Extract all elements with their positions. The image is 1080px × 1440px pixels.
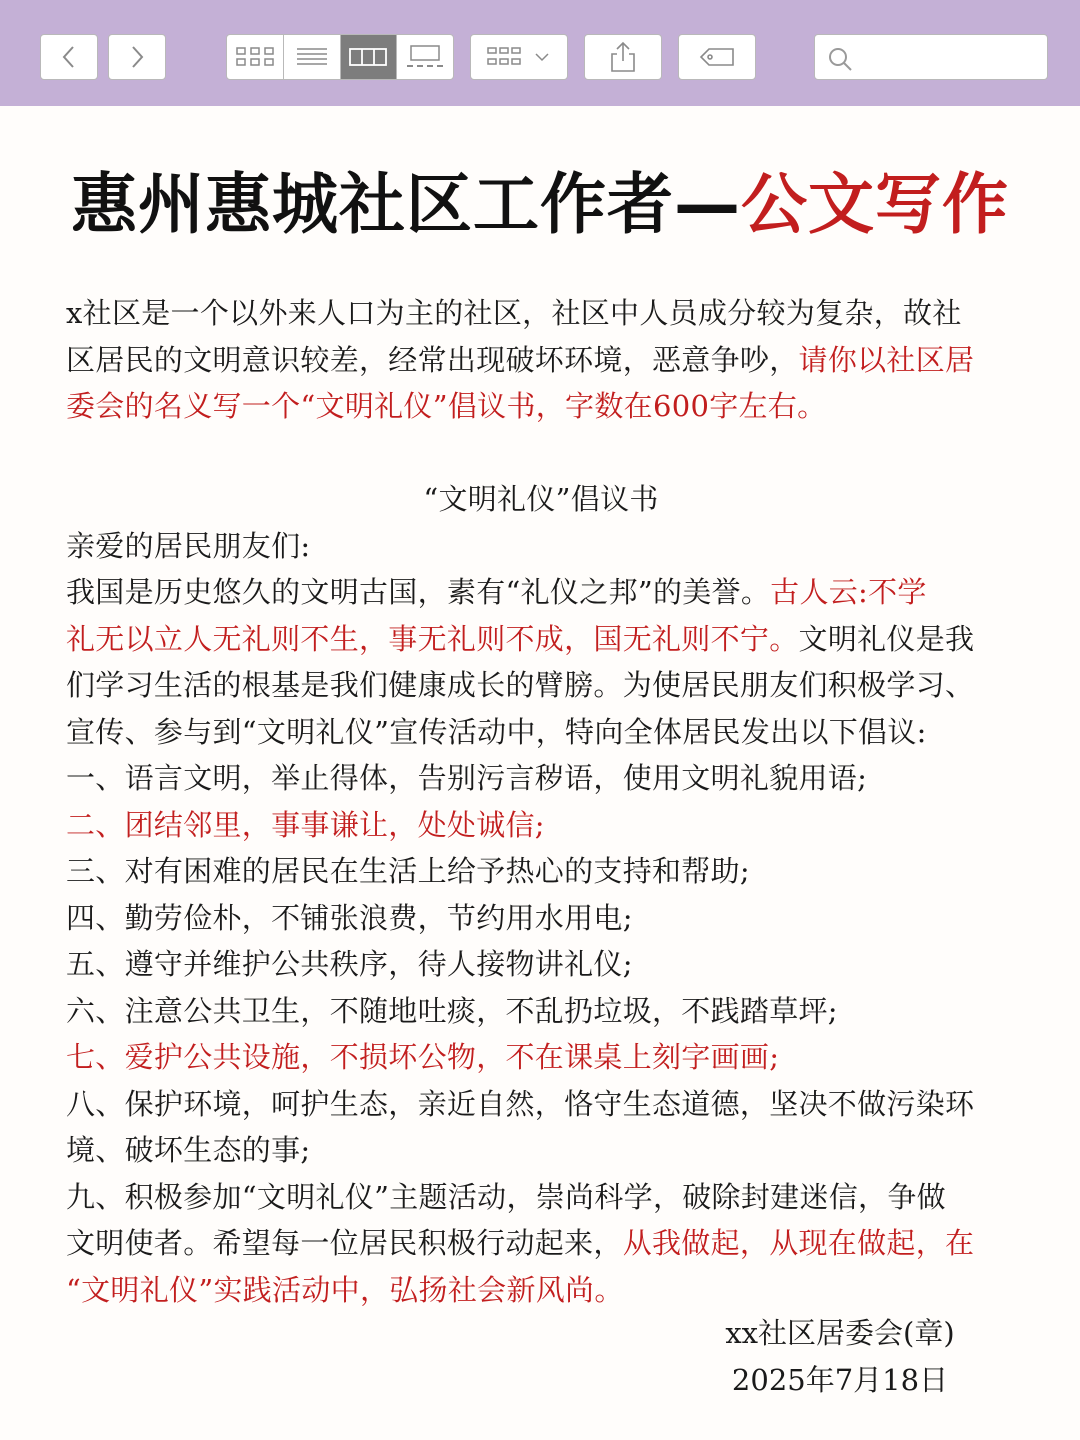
letter-intro-line-3: 们学习生活的根基是我们健康成长的臂膀。为使居民朋友们积极学习、 xyxy=(66,668,975,702)
gallery-view-button[interactable] xyxy=(397,35,453,79)
search-icon xyxy=(827,46,853,72)
letter-signature: xx社区居委会(章) xyxy=(725,1316,955,1350)
proposal-item-3: 三、对有困难的居民在生活上给予热心的支持和帮助; xyxy=(66,854,750,888)
item-9-line-2-text: 文明使者。希望每一位居民积极行动起来， xyxy=(66,1226,623,1260)
share-button[interactable] xyxy=(584,34,662,80)
proposal-item-5: 五、遵守并维护公共秩序，待人接物讲礼仪; xyxy=(66,947,633,981)
title-main: 惠州惠城社区工作者— xyxy=(71,166,741,243)
letter-intro-line-1 xyxy=(66,569,1016,616)
letter-intro-line-4: 宣传、参与到“文明礼仪”宣传活动中，特向全体居民发出以下倡议: xyxy=(66,714,927,749)
group-by-icon xyxy=(484,45,554,69)
chevron-left-icon xyxy=(59,44,79,70)
tag-icon xyxy=(697,45,737,69)
prompt-line-1: x社区是一个以外来人口为主的社区，社区中人员成分较为复杂，故社 xyxy=(66,296,962,330)
page-title xyxy=(0,160,1080,250)
proposal-item-7: 七、爱护公共设施，不损坏公物，不在课桌上刻字画画; xyxy=(66,1040,780,1074)
intro-line-1-highlight: 古人云:不学 xyxy=(770,575,927,609)
intro-line-1-text: 我国是历史悠久的文明古国，素有“礼仪之邦”的美誉。 xyxy=(66,575,771,609)
letter-intro-line-2 xyxy=(66,616,1016,663)
search-input[interactable] xyxy=(859,43,1043,73)
column-view-icon xyxy=(348,45,388,69)
proposal-item-6: 六、注意公共卫生，不随地吐痰，不乱扔垃圾，不践踏草坪; xyxy=(66,993,838,1028)
title-highlight: 公文写作 xyxy=(741,166,1009,243)
share-icon xyxy=(608,41,638,73)
intro-line-2-highlight: 礼无以立人无礼则不生，事无礼则不成，国无礼则不宁。 xyxy=(66,621,799,656)
back-button[interactable] xyxy=(40,34,98,80)
proposal-item-4: 四、勤劳俭朴，不铺张浪费，节约用水用电; xyxy=(66,900,633,935)
prompt-line-2-highlight: 请你以社区居 xyxy=(798,342,975,377)
grid-view-icon xyxy=(235,45,275,69)
item-9-line-2-highlight: 从我做起，从现在做起，在 xyxy=(622,1226,975,1260)
chevron-right-icon xyxy=(127,44,147,70)
group-by-button[interactable] xyxy=(470,34,568,80)
list-view-icon xyxy=(295,45,329,69)
proposal-item-1: 一、语言文明，举止得体，告别污言秽语，使用文明礼貌用语; xyxy=(66,761,868,795)
toolbar xyxy=(0,0,1080,106)
proposal-item-8-line-2: 境、破坏生态的事; xyxy=(66,1133,311,1167)
forward-button[interactable] xyxy=(108,34,166,80)
column-view-button[interactable] xyxy=(341,35,398,79)
letter-date: 2025年7月18日 xyxy=(731,1362,949,1397)
view-mode-switcher xyxy=(226,34,454,80)
proposal-item-8-line-1: 八、保护环境，呵护生态，亲近自然，恪守生态道德，坚决不做污染环 xyxy=(66,1086,975,1121)
proposal-letter xyxy=(66,476,1016,1313)
search-box[interactable] xyxy=(814,34,1048,80)
question-prompt xyxy=(66,290,1016,430)
grid-view-button[interactable] xyxy=(227,35,284,79)
intro-line-2-text: 文明礼仪是我 xyxy=(798,621,975,656)
proposal-item-9-line-2 xyxy=(66,1220,1016,1267)
prompt-line-2 xyxy=(66,337,1016,384)
gallery-view-icon xyxy=(405,44,445,70)
proposal-item-9-line-3: “文明礼仪”实践活动中，弘扬社会新风尚。 xyxy=(66,1272,624,1307)
letter-salutation: 亲爱的居民朋友们: xyxy=(66,528,311,563)
letter-heading: “文明礼仪”倡议书 xyxy=(423,482,659,516)
prompt-line-3: 委会的名义写一个“文明礼仪”倡议书，字数在600字左右。 xyxy=(66,389,827,423)
list-view-button[interactable] xyxy=(284,35,341,79)
proposal-item-2: 二、团结邻里，事事谦让，处处诚信; xyxy=(66,807,545,842)
proposal-item-9-line-1: 九、积极参加“文明礼仪”主题活动，崇尚科学，破除封建迷信，争做 xyxy=(66,1179,946,1214)
tag-button[interactable] xyxy=(678,34,756,80)
prompt-line-2-text: 区居民的文明意识较差，经常出现破坏环境，恶意争吵， xyxy=(66,342,799,377)
letter-signature-block xyxy=(690,1310,990,1403)
